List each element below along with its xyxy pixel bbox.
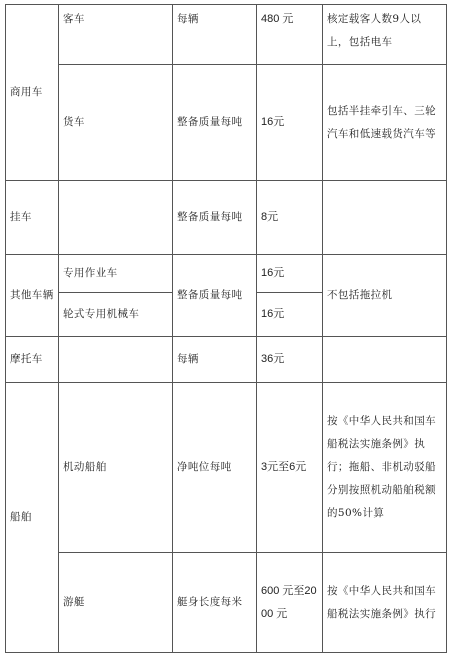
unit-cell: 整备质量每吨 [173, 181, 257, 255]
amount-cell: 16元 [257, 293, 323, 337]
unit-cell: 艇身长度每米 [173, 553, 257, 653]
unit-cell: 整备质量每吨 [173, 65, 257, 181]
item-cell: 机动船舶 [59, 383, 173, 553]
unit-cell: 每辆 [173, 337, 257, 383]
unit-cell: 整备质量每吨 [173, 255, 257, 337]
note-cell: 按《中华人民共和国车船税法实施条例》执行；拖船、非机动驳船分别按照机动船舶税额的50%计算 [323, 383, 447, 553]
note-cell: 包括半挂牵引车、三轮汽车和低速载货汽车等 [323, 65, 447, 181]
note-cell: 按《中华人民共和国车船税法实施条例》执行 [323, 553, 447, 653]
category-cell: 商用车 [6, 5, 59, 181]
vehicle-vessel-tax-table [5, 4, 447, 653]
amount-cell: 8元 [257, 181, 323, 255]
item-cell [59, 181, 173, 255]
amount-cell: 16元 [257, 255, 323, 293]
unit-cell: 净吨位每吨 [173, 383, 257, 553]
note-cell [323, 337, 447, 383]
note-cell [323, 181, 447, 255]
table-row [6, 337, 447, 383]
note-cell: 核定载客人数9人以上，包括电车 [323, 5, 447, 65]
table-row [6, 383, 447, 553]
category-cell: 挂车 [6, 181, 59, 255]
amount-cell: 600 元至2000 元 [257, 553, 323, 653]
table-row [6, 5, 447, 65]
item-cell: 轮式专用机械车 [59, 293, 173, 337]
item-cell: 游艇 [59, 553, 173, 653]
category-cell: 摩托车 [6, 337, 59, 383]
item-cell: 专用作业车 [59, 255, 173, 293]
amount-cell: 3元至6元 [257, 383, 323, 553]
table-row [6, 65, 447, 181]
category-cell: 船舶 [6, 383, 59, 653]
category-cell: 其他车辆 [6, 255, 59, 337]
table-row [6, 553, 447, 653]
amount-cell: 36元 [257, 337, 323, 383]
note-cell: 不包括拖拉机 [323, 255, 447, 337]
amount-cell: 480 元 [257, 5, 323, 65]
amount-cell: 16元 [257, 65, 323, 181]
item-cell [59, 337, 173, 383]
table-row [6, 181, 447, 255]
item-cell: 客车 [59, 5, 173, 65]
table-row [6, 255, 447, 293]
unit-cell: 每辆 [173, 5, 257, 65]
item-cell: 货车 [59, 65, 173, 181]
